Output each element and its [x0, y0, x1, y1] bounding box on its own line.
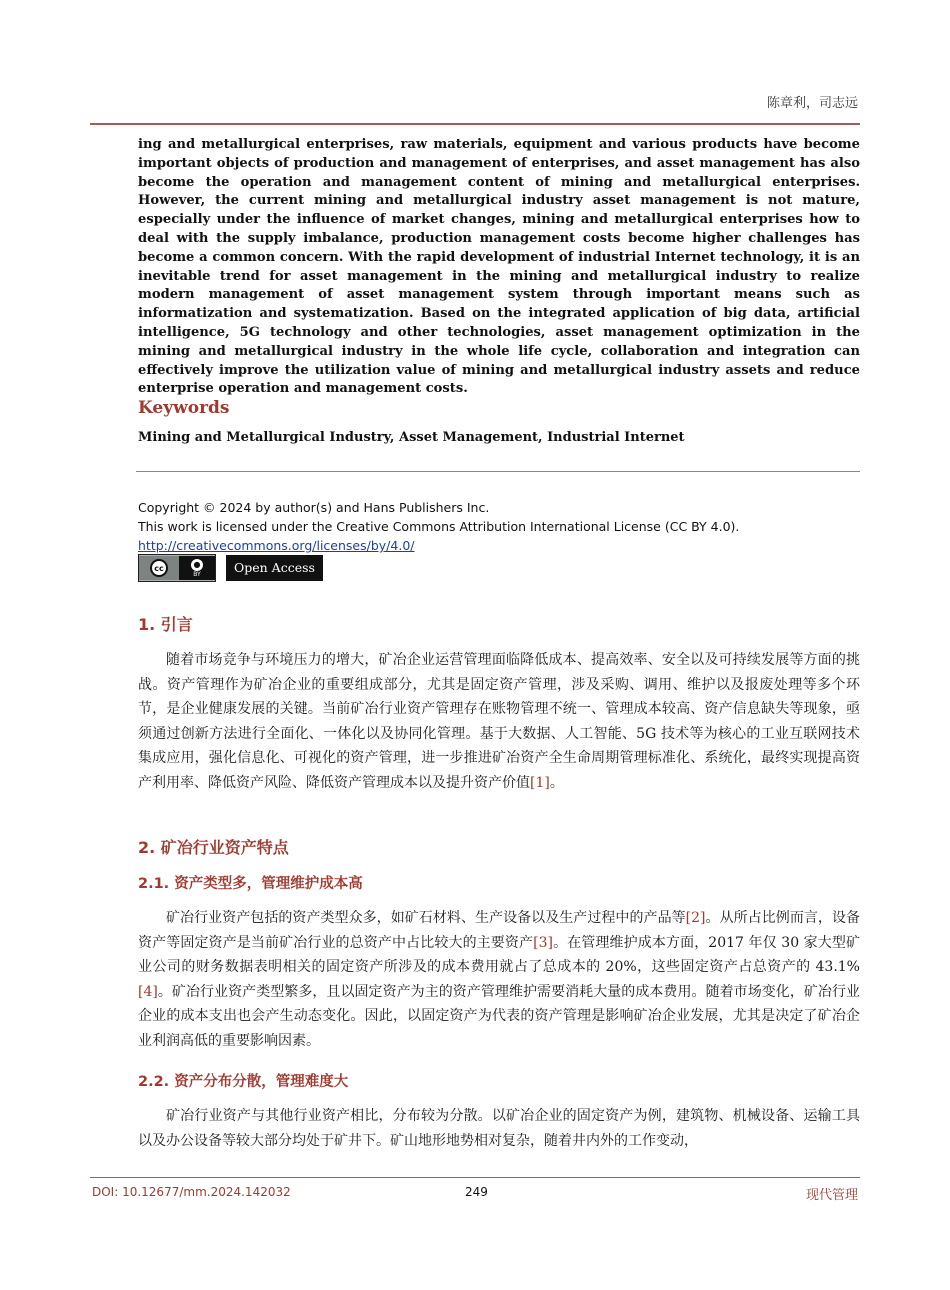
footer-divider — [90, 1177, 860, 1178]
section-2-1-heading: 2.1. 资产类型多，管理维护成本高 — [138, 876, 363, 892]
cc-icon: cc — [150, 559, 168, 577]
citation-link[interactable]: [1] — [530, 774, 550, 791]
section-divider — [136, 471, 860, 472]
keywords-list: Mining and Metallurgical Industry, Asset Management, Industrial Internet — [138, 430, 685, 445]
attribution-person-icon: ● — [191, 559, 203, 571]
section-2-1-paragraph: 矿冶行业资产包括的资产类型众多，如矿石材料、生产设备以及生产过程中的产品等[2]。从所占比例而言，设备资产等固定资产是当前矿冶行业的总资产中占比较大的主要资产[3]。在管理维护成本方面，2017 年仅 30 家大型矿业公司的财务数据表明相关的固定资产所涉及的成本费用就占了总成本的 20%，这些固定资产占总资产的 43.1% [4]。矿冶行业资产类型繁多，且以固定资产为主的资产管理维护需要消耗大量的成本费用。随着市场变化，矿冶行业企业的成本支出也会产生动态变化。因此，以固定资产为代表的资产管理是影响矿冶企业发展，尤其是决定了矿冶企业利润高低的重要影响因素。 — [138, 910, 861, 1049]
citation-link[interactable]: [3] — [533, 934, 553, 951]
section-2-2-paragraph: 矿冶行业资产与其他行业资产相比，分布较为分散。以矿冶企业的固定资产为例，建筑物、机械设备、运输工具以及办公设备等较大部分均处于矿井下。矿山地形地势相对复杂，随着井内外的工作变动， — [138, 1108, 860, 1149]
keywords-heading: Keywords — [138, 398, 230, 418]
license-link[interactable]: http://creativecommons.org/licenses/by/4.0/ — [138, 538, 415, 553]
section-1-paragraph: 随着市场竞争与环境压力的增大，矿冶企业运营管理面临降低成本、提高效率、安全以及可持续发展等方面的挑战。资产管理作为矿冶企业的重要组成部分，尤其是固定资产管理，涉及采购、调用、维护以及报废处理等多个环节，是企业健康发展的关键。当前矿冶行业资产管理存在账物管理不统一、管理成本较高、资产信息缺失等现象，亟须通过创新方法进行全面化、一体化以及协同化管理。基于大数据、人工智能、5G 技术等为核心的工业互联网技术集成应用，强化信息化、可视化的资产管理，进一步推进矿冶资产全生命周期管理标准化、系统化，最终实现提高资产利用率、降低资产风险、降低资产管理成本以及提升资产价值[1]。 — [138, 652, 860, 791]
citation-link[interactable]: [2] — [685, 910, 706, 926]
page-number: 249 — [465, 1185, 488, 1199]
open-access-badge[interactable]: Open Access — [226, 555, 323, 581]
section-2-heading: 2. 矿冶行业资产特点 — [138, 838, 289, 857]
citation-link[interactable]: [4] — [138, 983, 158, 1000]
by-label: BY — [193, 570, 201, 578]
license-badges — [138, 554, 323, 582]
abstract-english: ing and metallurgical enterprises, raw materials, equipment and various products have become important objects of production and management of enterprises, and asset management has also become the operation and management content of mining and metallurgical enterprises. However, the current mining and metallurgical industry asset management is not mature, especially under the influence of market changes, mining and metallurgical enterprises how to deal with the supply imbalance, production management costs become higher challenges has become a common concern. With the rapid development of industrial Internet technology, it is an inevitable trend for asset management in the mining and metallurgical industry to realize modern management of asset management system through important means such as informatization and systematization. Based on the integrated application of big data, artificial intelligence, 5G technology and other technologies, asset management optimization in the mining and metallurgical industry in the whole life cycle, collaboration and integration can effectively improve the utilization value of mining and metallurgical industry assets and reduce enterprise operation and management costs. — [138, 137, 860, 397]
cc-by-badge[interactable] — [138, 554, 216, 582]
section-2-2-heading: 2.2. 资产分布分散，管理难度大 — [138, 1074, 349, 1090]
journal-name: 现代管理 — [805, 1188, 858, 1203]
footer-doi: DOI: 10.12677/mm.2024.142032 — [92, 1185, 291, 1199]
running-header-authors: 陈章利，司志远 — [766, 96, 858, 111]
license-line: This work is licensed under the Creative Commons Attribution International License (CC BY 4.0). — [138, 519, 740, 534]
header-divider — [90, 123, 860, 125]
copyright-block — [138, 498, 739, 555]
copyright-line: Copyright © 2024 by author(s) and Hans Publishers Inc. — [138, 500, 490, 515]
section-1-heading: 1. 引言 — [138, 615, 193, 634]
